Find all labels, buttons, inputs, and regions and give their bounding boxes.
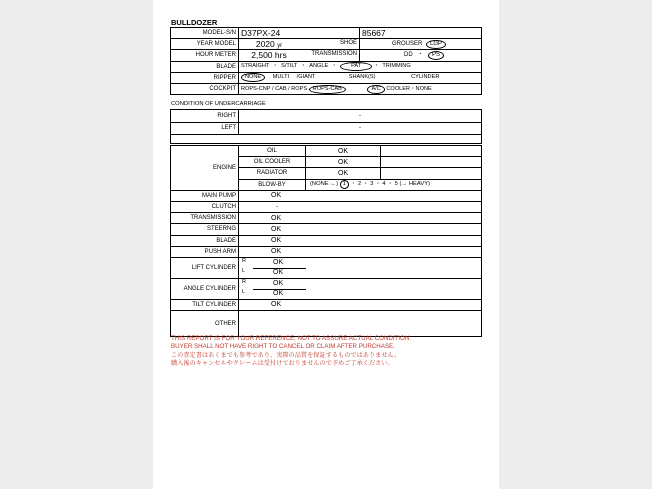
cockpit-ac-selected: A/C: [367, 85, 384, 94]
ripper-label: RIPPER: [171, 72, 239, 83]
lift-r-tag: R: [242, 257, 246, 264]
shoe-label: SHOE: [339, 39, 357, 46]
steering-row: [171, 224, 482, 235]
serial-value: 85667: [360, 28, 482, 39]
spec-row-model: [171, 28, 482, 39]
year-unit: yr: [277, 42, 283, 49]
blade-options: STRAIGHT ・ S/TILT ・ ANGLE ・ PAT ・ TRIMMING: [239, 61, 482, 72]
radiator-extra: [381, 168, 482, 179]
grouser-selected: LGP: [426, 40, 446, 49]
model-label: MODEL-S/N: [171, 28, 239, 39]
blade-angle: ANGLE: [309, 63, 329, 70]
lift-l-tag: L: [242, 267, 246, 274]
report-title: BULLDOZER: [171, 18, 218, 27]
undercarriage-heading: CONDITION OF UNDERCARRIAGE: [171, 101, 266, 107]
blade-cond-label: BLADE: [171, 235, 239, 246]
other-row: [171, 311, 482, 337]
trans-cell: [360, 50, 482, 61]
oil-extra: [381, 146, 482, 157]
push-arm-row: [171, 246, 482, 257]
undercarriage-left-row: [171, 122, 482, 135]
radiator-label: RADIATOR: [239, 168, 306, 179]
spec-row-ripper: [171, 72, 482, 83]
grouser-label: GROUSER: [392, 40, 423, 47]
oil-cooler-label: OIL COOLER: [239, 157, 306, 168]
lift-cylinder-row: [171, 257, 482, 278]
cockpit-label: COCKPIT: [171, 83, 239, 94]
clutch-value: -: [239, 201, 482, 212]
cockpit-cooler: COOLER・NONE: [386, 85, 432, 92]
lift-l-value: OK: [273, 268, 284, 276]
angle-cylinder-row: [171, 278, 482, 299]
trans-ps-selected: PS: [428, 51, 444, 60]
ripper-giant: /GIANT: [296, 74, 316, 81]
year-value: 2020: [255, 38, 275, 49]
trans-sep: ・: [417, 51, 424, 58]
disclaimer-line-4: 購入後のキャンセルやクレームは受付けておりませんので予めご了承ください。: [171, 360, 394, 368]
condition-table: [170, 145, 482, 337]
uc-right-value: -: [239, 110, 482, 123]
grouser-cell: [360, 39, 482, 50]
steering-value: OK: [239, 224, 482, 235]
uc-left-label: LEFT: [171, 122, 239, 135]
tilt-cylinder-row: [171, 299, 482, 310]
other-value: [239, 311, 482, 337]
blowby-scale: [306, 179, 482, 190]
undercarriage-right-row: [171, 110, 482, 123]
disclaimer-line-1: THIS REPORT IS FOR YOUR REFERENCE, NOT TO ASSURE ACTUAL CONDITION.: [171, 335, 412, 342]
tilt-cylinder-value: OK: [239, 299, 482, 310]
transmission-cond-label: TRANSMISSION: [171, 213, 239, 224]
hours-value: 2,500 hrs: [251, 49, 287, 60]
year-shoe-cell: [239, 39, 360, 50]
blowby-rest: ・ 2 ・ 3 ・ 4 ・ 5: [350, 181, 398, 188]
transmission-row: [171, 213, 482, 224]
cockpit-option-list: ROPS-CNP / CAB / ROPS: [241, 85, 308, 92]
angle-cylinder-cell: [239, 278, 482, 299]
disclaimer: [171, 335, 411, 369]
lift-cylinder-cell: [239, 257, 482, 278]
oil-cooler-value: OK: [306, 157, 381, 168]
cockpit-selected: ROPS-CAB: [309, 85, 346, 94]
steering-label: STEERNG: [171, 224, 239, 235]
ripper-none-selected: NONE: [241, 73, 265, 82]
oil-cooler-extra: [381, 157, 482, 168]
radiator-value: OK: [306, 168, 381, 179]
blade-cond-row: [171, 235, 482, 246]
other-label: OTHER: [171, 311, 239, 337]
year-label: YEAR MODEL: [171, 39, 239, 50]
main-pump-row: [171, 190, 482, 201]
trans-dd: DD: [404, 51, 413, 58]
spec-row-cockpit: [171, 83, 482, 94]
spec-row-blade: [171, 61, 482, 72]
blade-trimming: TRIMMING: [382, 63, 411, 70]
main-pump-label: MAIN PUMP: [171, 190, 239, 201]
blade-straight: STRAIGHT: [241, 63, 270, 70]
ripper-cylinder: CYLINDER: [411, 74, 440, 81]
disclaimer-line-3: この査定書はあくまでも参考であり、実際の品質を保証するものではありません。: [171, 351, 401, 359]
blade-label: BLADE: [171, 61, 239, 72]
lift-r-value: OK: [273, 258, 284, 266]
undercarriage-table: [170, 109, 482, 144]
clutch-label: CLUTCH: [171, 201, 239, 212]
tilt-cylinder-label: TILT CYLINDER: [171, 299, 239, 310]
push-arm-value: OK: [239, 246, 482, 257]
ripper-shank: SHANK(S): [348, 74, 376, 81]
clutch-row: [171, 201, 482, 212]
blowby-heavy: (→ HEAVY): [399, 181, 430, 188]
blowby-label: BLOW-BY: [239, 179, 306, 190]
blade-pat-selected: PAT: [340, 62, 372, 71]
engine-label: ENGINE: [171, 146, 239, 191]
cockpit-options: [239, 83, 482, 94]
uc-blank: [171, 135, 482, 144]
transmission-cond-value: OK: [239, 213, 482, 224]
angle-r-value: OK: [273, 279, 284, 287]
spec-row-hours: [171, 50, 482, 61]
push-arm-label: PUSH ARM: [171, 246, 239, 257]
blade-cond-value: OK: [239, 235, 482, 246]
spec-table: [170, 27, 482, 95]
blowby-selected: 1: [340, 180, 349, 189]
uc-right-label: RIGHT: [171, 110, 239, 123]
angle-l-tag: L: [242, 288, 246, 295]
blowby-none: (NONE ←): [310, 181, 339, 188]
blade-stilt: S/TILT: [281, 63, 298, 70]
main-pump-value: OK: [239, 190, 482, 201]
hours-trans-cell: [239, 50, 360, 61]
hour-label: HOUR METER: [171, 50, 239, 61]
disclaimer-line-2: BUYER SHALL NOT HAVE RIGHT TO CANCEL OR CLAIM AFTER PURCHASE.: [171, 343, 395, 351]
ripper-multi: MULTI: [272, 74, 290, 81]
lift-cylinder-label: LIFT CYLINDER: [171, 257, 239, 278]
model-value: D37PX-24: [239, 28, 360, 39]
angle-cylinder-label: ANGLE CYLINDER: [171, 278, 239, 299]
ripper-options: [239, 72, 482, 83]
spec-row-year: [171, 39, 482, 50]
engine-oil-row: [171, 146, 482, 157]
undercarriage-blank-row: [171, 135, 482, 144]
transmission-label: TRANSMISSION: [311, 50, 357, 57]
angle-r-tag: R: [242, 278, 246, 285]
oil-value: OK: [306, 146, 381, 157]
oil-label: OIL: [239, 146, 306, 157]
angle-l-value: OK: [273, 289, 284, 297]
uc-left-value: -: [239, 122, 482, 135]
